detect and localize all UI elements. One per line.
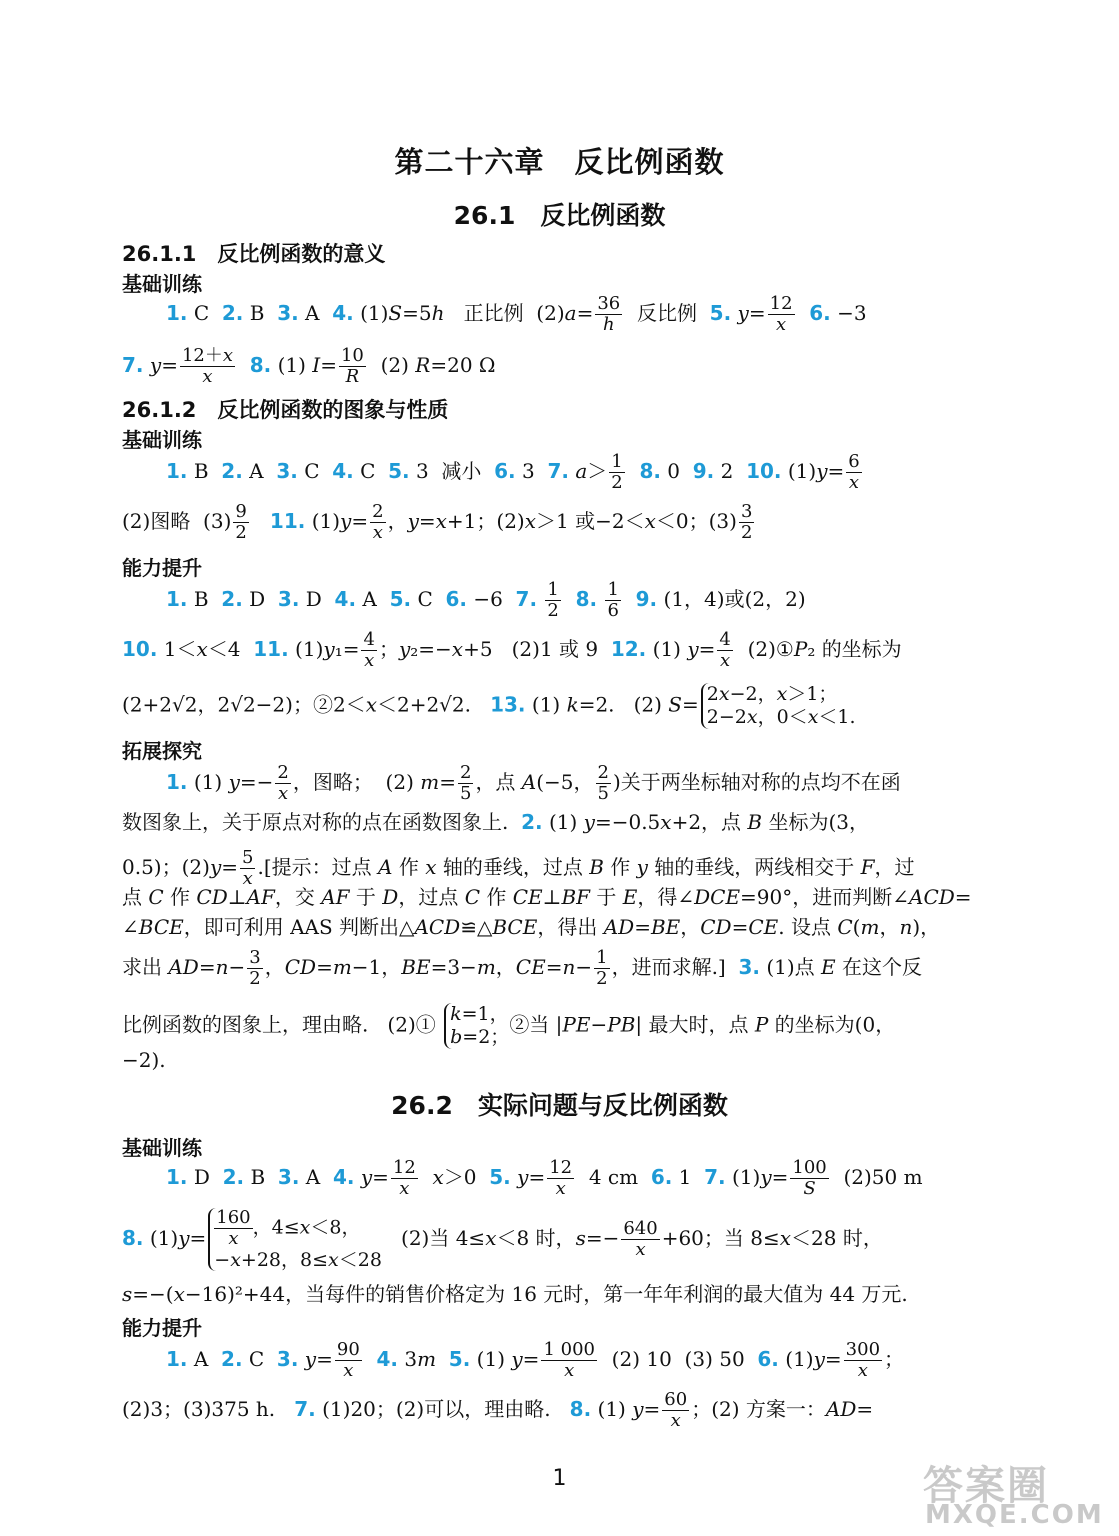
answer-line: (2)3；(3)375 h. 7. (1)20；(2)可以，理由略. 8. (1) y= $\frac{60}{x}$ ；(2) 方案一：AD= (122, 1389, 874, 1431)
answer-line: −2). (122, 1048, 166, 1072)
answer-line: 比例函数的图象上，理由略. (2)① k=1， b=2； ②当 |PE−PB| 最大时，点 P 的坐标为(0， (122, 1003, 896, 1048)
watermark-url: MXQE.COM (925, 1500, 1104, 1530)
answer-line: (2+2√2，2√2−2)；②2＜x＜2+2√2. 13. (1) k=2. (2) S= 2x−2，x＞1； 2−2x，0＜x＜1. (122, 683, 856, 728)
answer-line: 点 C 作 CD⊥AF，交 AF 于 D，过点 C 作 CE⊥BF 于 E，得∠DCE=90°，进而判断∠ACD= (122, 885, 972, 909)
page-number: 1 (552, 1466, 567, 1491)
section-title-26-2: 26.2 实际问题与反比例函数 (391, 1091, 728, 1120)
answer-line: 1. B 2. A 3. C 4. C 5. 3 减小 6. 3 7. a＞ $\frac{1}{2}$ 8. 0 9. 2 10. (1)y= $\frac{6}{x}$ (166, 451, 860, 493)
subsection-26-1-1: 26.1.1 反比例函数的意义 (122, 242, 386, 266)
answer-line: 1. D 2. B 3. A 4. y= $\frac{12}{x}$ x＞0 5. y= $\frac{12}{x}$ 4 cm 6. 1 7. (1)y= $\frac{100}{S}$ (2)50 m (166, 1157, 923, 1199)
category-ability: 能力提升 (122, 556, 202, 580)
answer-line: ∠BCE，即可利用 AAS 判断出△ACD≌△BCE，得出 AD=BE，CD=CE. 设点 C(m，n)， (122, 915, 941, 939)
answer-line: 7. y= $\frac{12+x}{x}$ 8. (1) I= $\frac{10}{R}$ (2) R=20 Ω (122, 345, 496, 387)
answer-line: 1. A 2. C 3. y= $\frac{90}{x}$ 4. 3m 5. (1) y= $\frac{1 000}{x}$ (2) 10 (3) 50 6. (1)y= $\frac{300}{x}$ ； (166, 1339, 905, 1381)
subsection-26-1-2: 26.1.2 反比例函数的图象与性质 (122, 398, 449, 422)
watermark-logo (911, 1450, 1111, 1530)
answer-line: s=−(x−16)²+44，当每件的销售价格定为 16 元时，第一年年利润的最大值为 44 万元. (122, 1282, 908, 1306)
answer-line: 10. 1＜x＜4 11. (1)y₁= $\frac{4}{x}$ ；y₂=−x+5 (2)1 或 9 12. (1) y= $\frac{4}{x}$ (2)①P₂ 的坐标为 (122, 629, 902, 671)
answer-line: 1. (1) y=− $\frac{2}{x}$ ，图略； (2) m= $\frac{2}{5}$ ，点 A(−5， $\frac{2}{5}$ )关于两坐标轴对称的点均不在函 (166, 762, 901, 804)
category-basic: 基础训练 (122, 272, 202, 296)
answer-line: 求出 AD=n− $\frac{3}{2}$ ，CD=m−1，BE=3−m，CE=n− $\frac{1}{2}$ ，进而求解.] 3. (1)点 E 在这个反 (122, 947, 922, 989)
answer-line: 8. (1)y= $\frac{160}{x}$ ，4≤x＜8， −x+28，8≤x＜28 (2)当 4≤x＜8 时，s=− $\frac{640}{x}$ +60；当 8≤x＜28 时， (122, 1207, 883, 1271)
answer-line: 0.5)；(2)y= $\frac{5}{x}$ .[提示：过点 A 作 x 轴的垂线，过点 B 作 y 轴的垂线，两线相交于 F，过 (122, 847, 915, 889)
answer-line: 1. C 2. B 3. A 4. (1)S=5h 正比例 (2)a= $\frac{36}{h}$ 反比例 5. y= $\frac{12}{x}$ 6. −3 (166, 293, 867, 335)
answer-line: (2)图略 (3) $\frac{9}{2}$ 11. (1)y= $\frac{2}{x}$ ，y=x+1；(2)x＞1 或−2＜x＜0；(3) $\frac{3}{2}$ (122, 501, 753, 543)
category-basic: 基础训练 (122, 1136, 202, 1160)
answer-line: 1. B 2. D 3. D 4. A 5. C 6. −6 7. $\frac{1}{2}$ 8. $\frac{1}{6}$ 9. (1，4)或(2，2) (166, 579, 806, 621)
category-extend: 拓展探究 (122, 739, 202, 763)
watermark-text: 答案圈 (923, 1463, 1049, 1509)
category-ability: 能力提升 (122, 1316, 202, 1340)
section-title-26-1: 26.1 反比例函数 (453, 201, 666, 230)
category-basic: 基础训练 (122, 428, 202, 452)
chapter-title: 第二十六章 反比例函数 (394, 145, 725, 179)
answer-line: 数图象上，关于原点对称的点在函数图象上. 2. (1) y=−0.5x+2，点 B 坐标为(3， (122, 810, 869, 834)
